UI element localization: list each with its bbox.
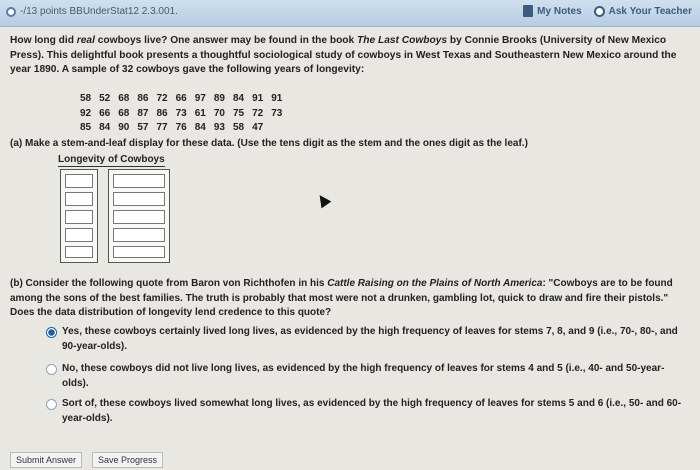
data-value: 73 [271,107,283,119]
my-notes-button[interactable]: My Notes [523,5,581,17]
data-value: 58 [233,122,245,133]
data-value: 84 [194,122,206,133]
submit-answer-button[interactable]: Submit Answer [10,452,82,468]
data-value: 93 [213,122,225,133]
stem-input[interactable] [65,246,93,258]
data-value: 52 [99,93,111,104]
option-yes[interactable]: Yes, these cowboys certainly lived long lives, as evidenced by the high frequency of leaves for stems 7, 8, and 9 (i.e., 70-, 80-, and 90-year-olds). [62,325,682,354]
option-sort-of[interactable]: Sort of, these cowboys lived somewhat long lives, as evidenced by the high frequency of leaves for stems 5 and 6 (i.e., 50- and 60-year-olds). [62,397,682,426]
question-text: How long did real cowboys live? One answer may be found in the book The Last Cowboys by Connie Brooks (University of New Mexico Press). This delightful book presents a thoughtful sociological study of cowboys in West Texas and Southeastern New Mexico around the year 1890. A sample of 32 cowboys gave the following years of longevity: [10,35,677,75]
data-value: 85 [80,122,92,133]
mouse-cursor-icon [315,192,332,209]
problem-header [6,6,178,17]
data-value: 68 [118,107,130,119]
data-value: 58 [80,93,92,104]
stem-input[interactable] [65,210,93,224]
data-value: 89 [213,93,225,104]
data-value: 91 [252,93,264,104]
save-progress-button[interactable]: Save Progress [92,452,163,468]
data-value: 72 [252,107,264,119]
part-b-question: (b) Consider the following quote from Baron von Richthofen in his Cattle Raising on the Plains of North America: "Cowboys are to be found among the sons of the best families. The truth is probably that most were not a drunken, gambling lot, quick to draw and fire their pistols." Does the data distribution of longevity lend credence to this quote? [10,278,673,318]
data-value: 84 [233,93,245,104]
status-icon [6,7,16,17]
part-a-instructions: (a) Make a stem-and-leaf display for these data. (Use the tens digit as the stem and the ones digit as the leaf.) [10,138,528,149]
data-value: 90 [118,122,130,133]
data-value: 73 [175,107,187,119]
plot-title: Longevity of Cowboys [58,154,165,165]
data-value: 72 [156,93,168,104]
data-value: 57 [137,122,149,133]
data-value: 70 [213,107,225,119]
stem-input[interactable] [65,228,93,242]
data-row [76,121,286,136]
data-value: 66 [99,107,111,119]
ask-icon [594,6,605,17]
data-value: 92 [80,107,92,119]
radio-selected-icon[interactable] [46,327,57,338]
data-value: 76 [175,122,187,133]
stem-input[interactable] [65,192,93,206]
radio-icon[interactable] [46,364,57,375]
data-value: 84 [99,122,111,133]
data-value: 86 [156,107,168,119]
data-value: 66 [175,93,187,104]
data-value: 75 [233,107,245,119]
leaf-input[interactable] [113,246,165,258]
radio-icon[interactable] [46,399,57,410]
leaf-input[interactable] [113,228,165,242]
data-value: 61 [194,107,206,119]
data-value: 77 [156,122,168,133]
leaf-input[interactable] [113,210,165,224]
top-bar [0,0,700,27]
option-no[interactable]: No, these cowboys did not live long lives, as evidenced by the high frequency of leaves for stems 4 and 5 (i.e., 40- and 50-year-olds). [62,362,682,391]
stem-input[interactable] [65,174,93,188]
leaf-input[interactable] [113,192,165,206]
stem-column [60,169,98,263]
leaf-input[interactable] [113,174,165,188]
data-value: 68 [118,93,130,104]
data-value: 97 [194,93,206,104]
note-icon [523,5,533,17]
ask-teacher-button[interactable]: Ask Your Teacher [594,6,692,17]
data-row [76,107,286,122]
data-value: 87 [137,107,149,119]
data-value: 47 [252,122,264,133]
data-value: 86 [137,93,149,104]
problem-id: -/13 points BBUnderStat12 2.3.001. [20,6,178,17]
leaf-column [108,169,170,263]
longevity-data-table [76,92,286,136]
data-value: 91 [271,93,283,104]
data-row [76,92,286,107]
